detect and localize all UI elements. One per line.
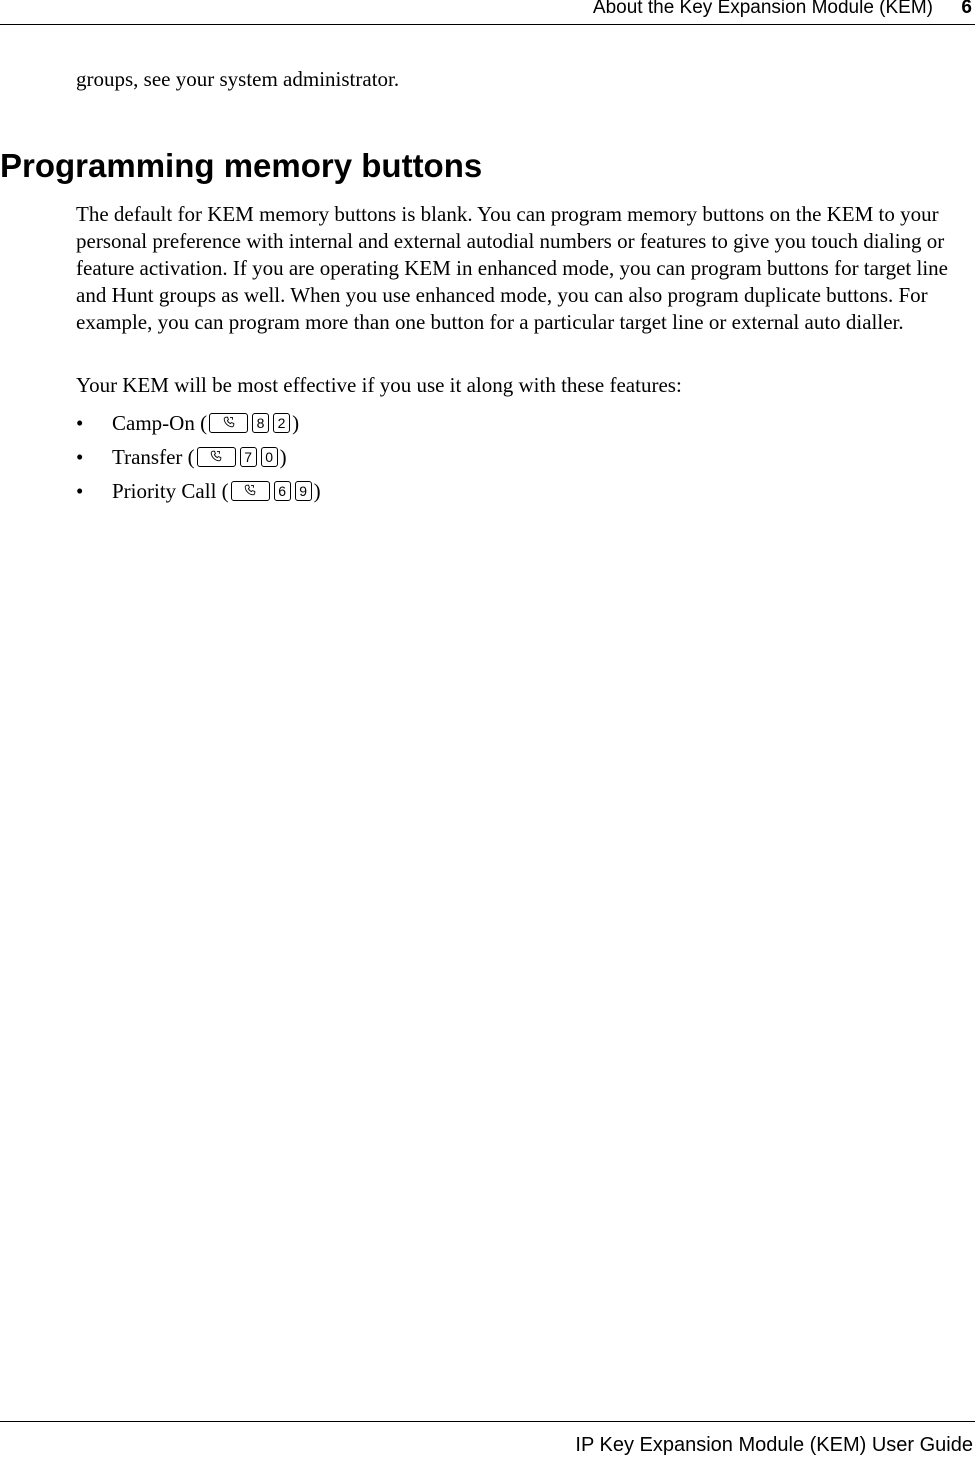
digit-key: 2	[273, 413, 290, 433]
feature-key-icon	[209, 413, 248, 433]
running-footer	[0, 1421, 975, 1458]
feature-label: Camp-On (	[112, 411, 208, 435]
digit-key: 0	[261, 447, 278, 467]
digit-key: 7	[240, 447, 257, 467]
feature-label: Transfer (	[112, 445, 195, 469]
bullet: •	[76, 411, 84, 435]
page-number: 6	[961, 0, 972, 18]
feature-key-icon	[231, 481, 270, 501]
guide-title: IP Key Expansion Module (KEM) User Guide	[575, 1434, 973, 1456]
chapter-title: About the Key Expansion Module (KEM)	[592, 0, 933, 18]
bullet: •	[76, 479, 84, 503]
digit-key: 8	[252, 413, 269, 433]
feature-key-icon	[197, 447, 236, 467]
digit-key: 9	[295, 481, 312, 501]
running-header	[0, 0, 975, 25]
close-paren: )	[279, 445, 287, 469]
feature-entry	[112, 442, 287, 472]
section-heading: Programming memory buttons	[0, 147, 483, 184]
feature-entry	[112, 476, 321, 506]
intro-paragraph: groups, see your system administrator.	[76, 67, 400, 91]
digit-key: 6	[274, 481, 291, 501]
body-paragraph-1: The default for KEM memory buttons is blank. You can program memory buttons on the KEM to your personal preference with internal and external autodial numbers or features to give you touch dialing or feature activation. If you are operating KEM in enhanced mode, you can program buttons for target line and Hunt groups as well. When you use enhanced mode, you can also program duplicate buttons. For example, you can program more than one button for a particular target line or external auto dialler.	[76, 202, 948, 334]
close-paren: )	[292, 411, 300, 435]
close-paren: )	[313, 479, 321, 503]
feature-label: Priority Call (	[112, 479, 229, 503]
feature-entry	[112, 408, 299, 438]
body-paragraph-2: Your KEM will be most effective if you use it along with these features:	[76, 373, 682, 397]
bullet: •	[76, 445, 84, 469]
